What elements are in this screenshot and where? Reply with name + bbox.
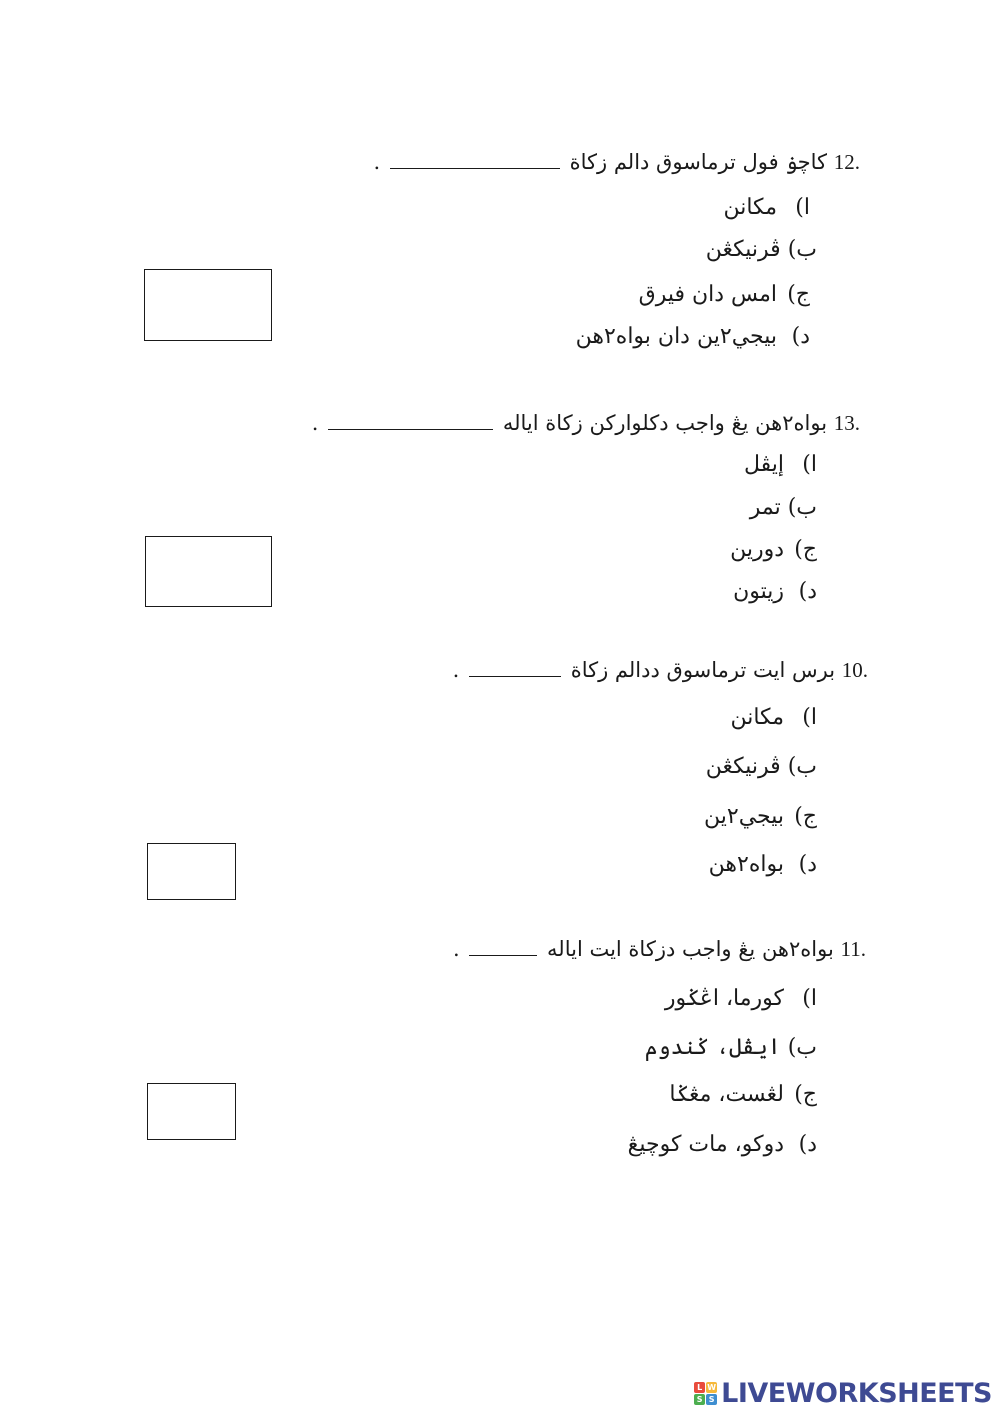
option-label: ج) [794,1082,817,1107]
liveworksheets-icon [694,1382,717,1405]
option-a [730,703,817,733]
question-end: . [452,937,460,961]
option-text: ڤرنيکڠن [705,754,781,779]
question-stem: بواه٢هن يڠ واجب دکلوارکن زكاة اياله [502,411,828,435]
option-b [750,493,817,523]
answer-input-box[interactable] [145,536,272,607]
option-b [645,1033,817,1063]
option-text: كورما، اڠݢور [664,986,784,1011]
answer-input-box[interactable] [147,843,236,900]
option-text: ڤرنيکڠن [705,237,781,262]
option-text: مكانن [730,705,784,730]
option-text: زيتون [733,579,784,604]
answer-blank [469,954,537,956]
logo-tile: W [707,1382,717,1392]
option-a [665,984,817,1014]
option-label: د) [798,1132,817,1157]
question-end: . [311,411,319,435]
question-end: . [452,658,460,682]
option-text: مكانن [723,195,777,220]
option-text: لڠست، مڠݢا [669,1082,784,1107]
option-text: ايڤل، ݢندوم [644,1035,781,1060]
option-c [639,280,810,310]
option-label: ج) [794,804,817,829]
question-text [453,655,868,685]
question-stem: بواه٢هن يڠ واجب دزكاة ايت اياله [547,937,834,961]
option-d [709,850,817,880]
option-label: ا) [802,452,817,477]
option-label: ج) [787,282,810,307]
question-text [312,408,860,438]
option-text: بواه٢هن [708,852,784,877]
option-a [723,193,810,223]
answer-blank [390,167,560,169]
logo-tile: S [706,1394,717,1405]
option-label: ب) [787,1035,817,1060]
option-label: ب) [787,754,817,779]
answer-blank [328,428,493,430]
option-label: ب) [787,237,817,262]
question-end: . [373,150,381,174]
option-label: د) [798,579,817,604]
question-number: .12 [833,150,860,174]
option-text: إيڤل [743,452,784,477]
option-c [730,535,817,565]
answer-input-box[interactable] [144,269,272,341]
answer-blank [469,675,561,677]
option-d [628,1130,817,1160]
liveworksheets-logo[interactable] [694,1376,992,1410]
logo-tile: S [694,1394,705,1405]
question-number: .11 [840,937,866,961]
option-label: ا) [802,705,817,730]
option-b [706,752,817,782]
option-a [744,450,817,480]
option-label: ا) [802,986,817,1011]
option-label: ج) [794,537,817,562]
option-text: امس دان فيرق [638,282,777,307]
logo-tile: L [694,1382,705,1393]
question-stem: كاچۏ فول ترماسوق دالم زكاة [569,150,828,174]
question-text [374,147,860,177]
question-stem: برس ايت ترماسوق ددالم زكاة [570,658,836,682]
option-b [706,235,817,265]
option-text: دورين [730,537,784,562]
option-text: دوكو، مات كوچيڠ [627,1132,784,1157]
question-number: .10 [841,658,868,682]
option-text: بيجي٢ين دان بواه٢هن [575,324,777,349]
option-c [669,1080,817,1110]
question-text [453,934,866,964]
option-label: ب) [787,495,817,520]
answer-input-box[interactable] [147,1083,236,1140]
brand-name: LIVEWORKSHEETS [721,1377,992,1409]
option-c [704,802,817,832]
option-text: تمر [749,495,781,520]
option-d [576,322,810,352]
option-label: د) [798,852,817,877]
option-label: د) [791,324,810,349]
question-number: .13 [833,411,860,435]
option-label: ا) [795,195,810,220]
option-d [733,577,817,607]
option-text: بيجي٢ين [703,804,784,829]
